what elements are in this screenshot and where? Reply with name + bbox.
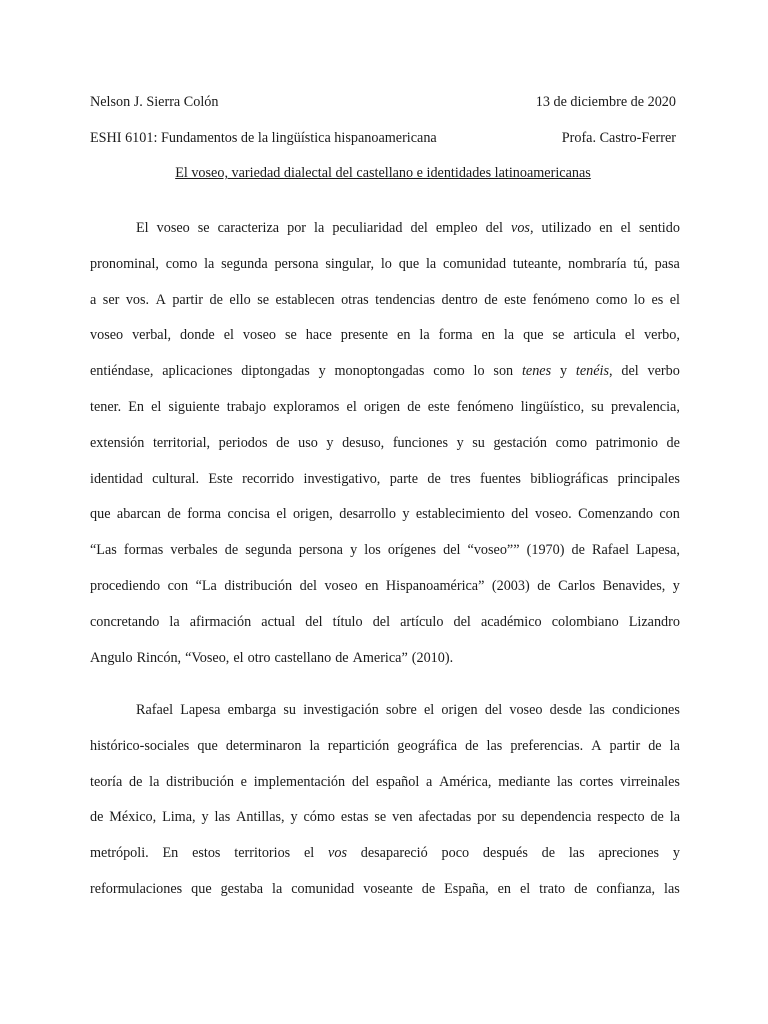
header-row-course-professor <box>90 129 676 147</box>
text-line: a ser vos. A partir de ello se establecen otras tendencias dentro de este fenómeno como lo es el <box>90 291 680 308</box>
paragraph-1 <box>90 211 680 676</box>
text-line: concretando la afirmación actual del título del artículo del académico colombiano Lizandro <box>90 613 680 630</box>
text-line: procediendo con “La distribución del voseo en Hispanoamérica” (2003) de Carlos Benavides, y <box>90 577 680 594</box>
document-title: El voseo, variedad dialectal del castellano e identidades latinoamericanas <box>175 165 591 181</box>
text-line: Rafael Lapesa embarga su investigación sobre el origen del voseo desde las condiciones <box>136 702 680 718</box>
text-line: metrópoli. En estos territorios el vos desapareció poco después de las apreciones y <box>90 845 680 862</box>
text-line: Angulo Rincón, “Voseo, el otro castellano de America” (2010). <box>90 649 454 666</box>
text-line: que abarcan de forma concisa el origen, desarrollo y establecimiento del voseo. Comenzando con <box>90 506 680 523</box>
text-line: reformulaciones que gestaba la comunidad voseante de España, en el trato de confianza, las <box>90 880 680 897</box>
professor-name: Profa. Castro-Ferrer <box>561 130 676 146</box>
document-date: 13 de diciembre de 2020 <box>535 94 676 110</box>
text-line: identidad cultural. Este recorrido investigativo, parte de tres fuentes bibliográficas principales <box>90 470 680 487</box>
author-name: Nelson J. Sierra Colón <box>90 94 219 110</box>
header-row-author-date <box>90 93 676 111</box>
text-line: entiéndase, aplicaciones diptongadas y monoptongadas como lo son tenes y tenéis, del verbo <box>90 363 680 380</box>
text-line: teoría de la distribución e implementación del español a América, mediante las cortes virreinales <box>90 773 680 790</box>
text-line: voseo verbal, donde el voseo se hace presente en la forma en la que se articula el verbo, <box>90 327 680 344</box>
paragraph-2 <box>90 693 680 908</box>
text-line: pronominal, como la segunda persona singular, lo que la comunidad tuteante, nombraría tú, pasa <box>90 255 680 272</box>
text-line: El voseo se caracteriza por la peculiaridad del empleo del vos, utilizado en el sentido <box>136 220 680 236</box>
course-name: ESHI 6101: Fundamentos de la lingüística hispanoamericana <box>90 130 437 146</box>
text-line: extensión territorial, periodos de uso y desuso, funciones y su gestación como patrimonio de <box>90 434 680 451</box>
text-line: tener. En el siguiente trabajo exploramos el origen de este fenómeno lingüístico, su prevalencia, <box>90 398 680 415</box>
text-line: histórico-sociales que determinaron la repartición geográfica de las preferencias. A partir de la <box>90 737 680 754</box>
text-line: “Las formas verbales de segunda persona y los orígenes del “voseo”” (1970) de Rafael Lapesa, <box>90 542 680 559</box>
text-line: de México, Lima, y las Antillas, y cómo estas se ven afectadas por su dependencia respecto de la <box>90 809 680 826</box>
